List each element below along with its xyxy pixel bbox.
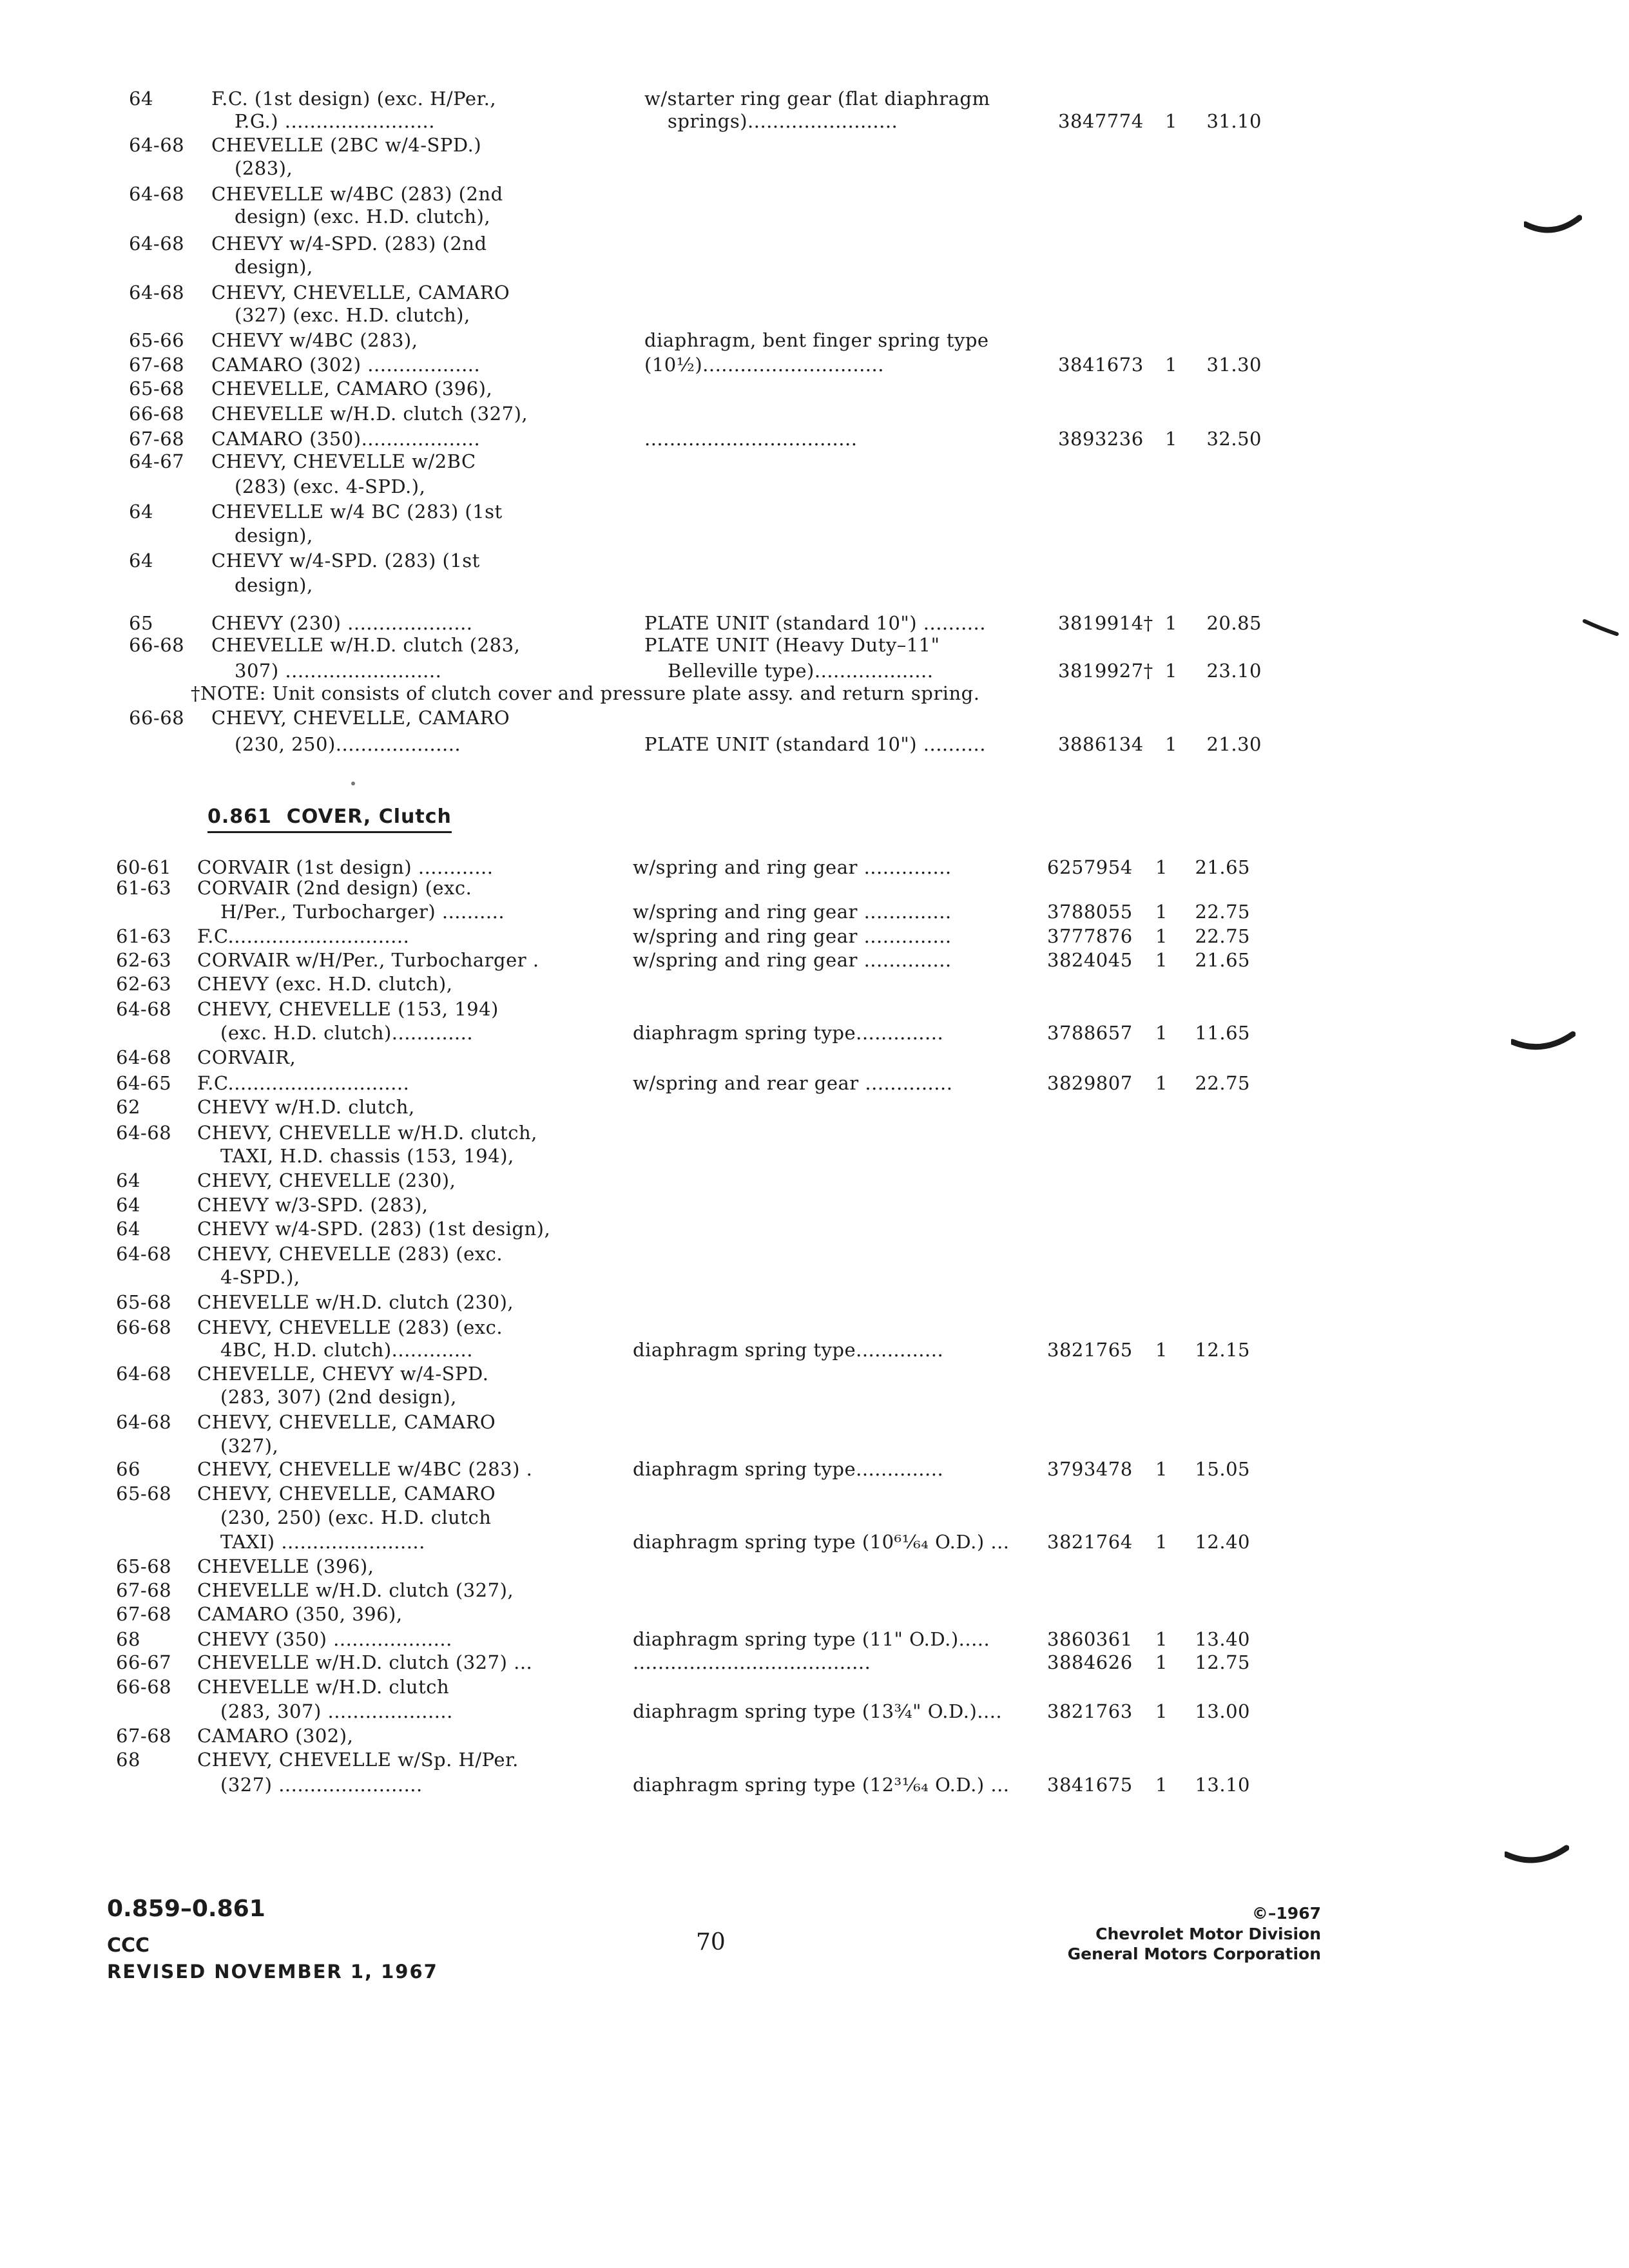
model-year: 64	[129, 88, 153, 110]
model-year: 64	[116, 1218, 140, 1240]
model-year: 61-63	[116, 877, 172, 899]
price: 31.10	[1206, 110, 1262, 132]
price: 13.40	[1195, 1628, 1250, 1650]
application-desc: CHEVELLE (2BC w/4-SPD.)	[211, 134, 482, 156]
part-description: diaphragm spring type..............	[633, 1458, 944, 1480]
section-title: COVER, Clutch	[286, 805, 452, 828]
quantity: 1	[1155, 1531, 1168, 1553]
application-desc: design),	[235, 256, 313, 278]
application-desc: CHEVY, CHEVELLE w/Sp. H/Per.	[197, 1749, 519, 1771]
quantity: 1	[1165, 733, 1177, 755]
application-desc: CHEVY (350) ...................	[197, 1628, 452, 1650]
margin-mark	[1505, 1843, 1569, 1869]
quantity: 1	[1155, 856, 1168, 878]
price: 22.75	[1195, 925, 1250, 947]
footer-copyright: ©–1967	[1251, 1904, 1321, 1923]
application-desc: CHEVY w/H.D. clutch,	[197, 1096, 415, 1118]
application-desc: (327),	[220, 1435, 279, 1457]
application-desc: CHEVY, CHEVELLE, CAMARO	[211, 707, 510, 729]
application-desc: CHEVY, CHEVELLE w/2BC	[211, 450, 476, 472]
model-year: 64-65	[116, 1072, 172, 1094]
application-desc: design),	[235, 524, 313, 546]
part-description: diaphragm spring type (12³¹⁄₆₄ O.D.) ...	[633, 1774, 1010, 1796]
part-description: PLATE UNIT (Heavy Duty–11"	[644, 634, 940, 656]
margin-mark	[1511, 1029, 1576, 1055]
page-number: 70	[696, 1929, 726, 1956]
part-description: springs)........................	[668, 110, 898, 132]
price: 21.65	[1195, 949, 1250, 971]
part-description: ......................................	[633, 1651, 871, 1673]
model-year: 67-68	[129, 428, 185, 450]
application-desc: CHEVY, CHEVELLE (153, 194)	[197, 998, 499, 1020]
price: 22.75	[1195, 1072, 1250, 1094]
stray-mark	[349, 780, 357, 787]
model-year: 60-61	[116, 856, 172, 878]
price: 13.00	[1195, 1700, 1250, 1722]
part-number: 3847774	[1058, 110, 1144, 132]
part-description: ..................................	[644, 428, 858, 450]
price: 13.10	[1195, 1774, 1250, 1796]
application-desc: CHEVELLE (396),	[197, 1555, 374, 1577]
part-description: diaphragm, bent finger spring type	[644, 329, 989, 351]
model-year: 64-68	[129, 134, 185, 156]
model-year: 65-68	[116, 1555, 172, 1577]
part-number: 3884626	[1047, 1651, 1133, 1673]
price: 23.10	[1206, 660, 1262, 682]
quantity: 1	[1155, 1628, 1168, 1650]
model-year: 65-66	[129, 329, 185, 351]
application-desc: CHEVELLE w/H.D. clutch (327) ...	[197, 1651, 533, 1673]
application-desc: F.C. (1st design) (exc. H/Per.,	[211, 88, 497, 110]
part-description: w/spring and ring gear ..............	[633, 925, 952, 947]
price: 12.15	[1195, 1339, 1250, 1361]
margin-mark	[1524, 213, 1582, 238]
model-year: 66-68	[129, 707, 185, 729]
part-number: 3829807	[1047, 1072, 1133, 1094]
application-desc: (283, 307) (2nd design),	[220, 1386, 457, 1408]
model-year: 62-63	[116, 973, 172, 995]
footer-revised-date: REVISED NOVEMBER 1, 1967	[107, 1961, 438, 1983]
part-number: 3841673	[1058, 354, 1144, 376]
application-desc: CHEVY w/4-SPD. (283) (2nd	[211, 233, 487, 255]
application-desc: CHEVY, CHEVELLE, CAMARO	[211, 282, 510, 303]
model-year: 62	[116, 1096, 140, 1118]
price: 21.30	[1206, 733, 1262, 755]
application-desc: (230, 250)....................	[235, 733, 461, 755]
price: 12.40	[1195, 1531, 1250, 1553]
application-desc: CHEVY, CHEVELLE (283) (exc.	[197, 1316, 503, 1338]
application-desc: P.G.) ........................	[235, 110, 435, 132]
section-heading	[207, 804, 452, 833]
application-desc: CHEVELLE w/H.D. clutch (283,	[211, 634, 521, 656]
part-description: PLATE UNIT (standard 10") ..........	[644, 733, 986, 755]
model-year: 64	[116, 1194, 140, 1216]
application-desc: CHEVY, CHEVELLE (230),	[197, 1169, 456, 1191]
part-number: 3819927†	[1058, 660, 1153, 682]
footnote: †NOTE: Unit consists of clutch cover and pressure plate assy. and return spring.	[191, 682, 980, 704]
part-description: diaphragm spring type..............	[633, 1022, 944, 1044]
application-desc: TAXI) .......................	[220, 1531, 425, 1553]
application-desc: CORVAIR (1st design) ............	[197, 856, 494, 878]
application-desc: CORVAIR (2nd design) (exc.	[197, 877, 472, 899]
application-desc: H/Per., Turbocharger) ..........	[220, 901, 505, 923]
quantity: 1	[1155, 1651, 1168, 1673]
price: 21.65	[1195, 856, 1250, 878]
application-desc: CAMARO (350, 396),	[197, 1603, 403, 1625]
part-description: w/spring and ring gear ..............	[633, 901, 952, 923]
part-description: w/spring and ring gear ..............	[633, 949, 952, 971]
margin-mark	[1582, 617, 1621, 639]
part-number: 3886134	[1058, 733, 1144, 755]
part-number: 3793478	[1047, 1458, 1133, 1480]
price: 12.75	[1195, 1651, 1250, 1673]
model-year: 68	[116, 1628, 140, 1650]
application-desc: CHEVELLE, CHEVY w/4-SPD.	[197, 1363, 489, 1385]
application-desc: CHEVELLE w/H.D. clutch (327),	[211, 403, 528, 425]
model-year: 66-68	[116, 1316, 172, 1338]
quantity: 1	[1165, 110, 1177, 132]
quantity: 1	[1155, 1458, 1168, 1480]
quantity: 1	[1155, 949, 1168, 971]
application-desc: CHEVY, CHEVELLE, CAMARO	[197, 1411, 496, 1433]
application-desc: CHEVELLE w/H.D. clutch (327),	[197, 1579, 514, 1601]
application-desc: (283) (exc. 4-SPD.),	[235, 476, 426, 497]
part-number: 3841675	[1047, 1774, 1133, 1796]
model-year: 64	[129, 550, 153, 572]
quantity: 1	[1155, 1339, 1168, 1361]
price: 15.05	[1195, 1458, 1250, 1480]
model-year: 65-68	[116, 1483, 172, 1504]
model-year: 66-68	[116, 1676, 172, 1698]
part-description: Belleville type)...................	[668, 660, 934, 682]
model-year: 64-68	[116, 1411, 172, 1433]
part-description: diaphragm spring type (13¾" O.D.)....	[633, 1700, 1003, 1722]
model-year: 61-63	[116, 925, 172, 947]
application-desc: design) (exc. H.D. clutch),	[235, 206, 491, 227]
price: 11.65	[1195, 1022, 1250, 1044]
model-year: 64-68	[116, 1122, 172, 1144]
model-year: 65-68	[129, 378, 185, 399]
application-desc: (327) .......................	[220, 1774, 423, 1796]
quantity: 1	[1155, 925, 1168, 947]
part-description: w/starter ring gear (flat diaphragm	[644, 88, 990, 110]
model-year: 64-68	[116, 998, 172, 1020]
price: 20.85	[1206, 612, 1262, 634]
model-year: 67-68	[116, 1725, 172, 1747]
quantity: 1	[1155, 1022, 1168, 1044]
part-description: diaphragm spring type (10⁶¹⁄₆₄ O.D.) ...	[633, 1531, 1010, 1553]
footer-division: Chevrolet Motor Division	[1095, 1925, 1321, 1943]
application-desc: CHEVELLE w/4 BC (283) (1st	[211, 501, 503, 523]
part-description: w/spring and rear gear ..............	[633, 1072, 953, 1094]
quantity: 1	[1155, 1700, 1168, 1722]
model-year: 67-68	[116, 1579, 172, 1601]
model-year: 66-68	[129, 634, 185, 656]
application-desc: CHEVY, CHEVELLE w/H.D. clutch,	[197, 1122, 537, 1144]
model-year: 67-68	[116, 1603, 172, 1625]
application-desc: (exc. H.D. clutch).............	[220, 1022, 474, 1044]
part-description: (10½).............................	[644, 354, 884, 376]
model-year: 68	[116, 1749, 140, 1771]
model-year: 66-68	[129, 403, 185, 425]
part-number: 3821764	[1047, 1531, 1133, 1553]
model-year: 64-68	[116, 1046, 172, 1068]
application-desc: CAMARO (350)...................	[211, 428, 481, 450]
quantity: 1	[1155, 1774, 1168, 1796]
section-number: 0.861	[207, 805, 272, 828]
application-desc: F.C.............................	[197, 925, 410, 947]
part-number: 6257954	[1047, 856, 1133, 878]
application-desc: CHEVY w/4-SPD. (283) (1st	[211, 550, 480, 572]
application-desc: CHEVELLE w/H.D. clutch	[197, 1676, 450, 1698]
part-description: diaphragm spring type (11" O.D.).....	[633, 1628, 990, 1650]
application-desc: CAMARO (302) ..................	[211, 354, 481, 376]
model-year: 64	[116, 1169, 140, 1191]
price: 32.50	[1206, 428, 1262, 450]
part-number: 3860361	[1047, 1628, 1133, 1650]
application-desc: TAXI, H.D. chassis (153, 194),	[220, 1145, 514, 1167]
application-desc: CHEVY (exc. H.D. clutch),	[197, 973, 453, 995]
application-desc: 307) .........................	[235, 660, 442, 682]
part-number: 3893236	[1058, 428, 1144, 450]
model-year: 66-67	[116, 1651, 172, 1673]
application-desc: 4BC, H.D. clutch).............	[220, 1339, 473, 1361]
model-year: 62-63	[116, 949, 172, 971]
footer-code: CCC	[107, 1934, 150, 1957]
part-number: 3821765	[1047, 1339, 1133, 1361]
application-desc: F.C.............................	[197, 1072, 410, 1094]
application-desc: CHEVY w/4BC (283),	[211, 329, 418, 351]
model-year: 64-68	[116, 1363, 172, 1385]
model-year: 64-67	[129, 450, 185, 472]
part-number: 3821763	[1047, 1700, 1133, 1722]
application-desc: (230, 250) (exc. H.D. clutch	[220, 1506, 492, 1528]
application-desc: (283, 307) ....................	[220, 1700, 453, 1722]
application-desc: design),	[235, 574, 313, 596]
application-desc: CHEVY, CHEVELLE, CAMARO	[197, 1483, 496, 1504]
part-number: 3788055	[1047, 901, 1133, 923]
model-year: 65-68	[116, 1291, 172, 1313]
part-number: 3824045	[1047, 949, 1133, 971]
application-desc: CAMARO (302),	[197, 1725, 354, 1747]
model-year: 65	[129, 612, 153, 634]
footer-section-range: 0.859–0.861	[107, 1896, 265, 1922]
model-year: 64-68	[129, 282, 185, 303]
application-desc: CHEVELLE w/H.D. clutch (230),	[197, 1291, 514, 1313]
quantity: 1	[1165, 660, 1177, 682]
application-desc: CORVAIR,	[197, 1046, 296, 1068]
part-number: 3777876	[1047, 925, 1133, 947]
model-year: 64	[129, 501, 153, 523]
application-desc: CHEVELLE, CAMARO (396),	[211, 378, 493, 399]
part-description: PLATE UNIT (standard 10") ..........	[644, 612, 986, 634]
model-year: 66	[116, 1458, 140, 1480]
application-desc: CHEVY, CHEVELLE w/4BC (283) .	[197, 1458, 533, 1480]
model-year: 64-68	[129, 233, 185, 255]
price: 22.75	[1195, 901, 1250, 923]
quantity: 1	[1155, 901, 1168, 923]
part-description: diaphragm spring type..............	[633, 1339, 944, 1361]
application-desc: CHEVELLE w/4BC (283) (2nd	[211, 183, 503, 205]
part-number: 3788657	[1047, 1022, 1133, 1044]
application-desc: (283),	[235, 157, 293, 179]
quantity: 1	[1165, 612, 1177, 634]
application-desc: CHEVY (230) ....................	[211, 612, 473, 634]
application-desc: 4-SPD.),	[220, 1266, 300, 1288]
model-year: 67-68	[129, 354, 185, 376]
application-desc: CHEVY, CHEVELLE (283) (exc.	[197, 1243, 503, 1265]
footer-corporation: General Motors Corporation	[1067, 1945, 1321, 1963]
application-desc: CHEVY w/4-SPD. (283) (1st design),	[197, 1218, 551, 1240]
quantity: 1	[1165, 428, 1177, 450]
application-desc: CORVAIR w/H/Per., Turbocharger .	[197, 949, 539, 971]
model-year: 64-68	[116, 1243, 172, 1265]
part-description: w/spring and ring gear ..............	[633, 856, 952, 878]
quantity: 1	[1155, 1072, 1168, 1094]
part-number: 3819914†	[1058, 612, 1153, 634]
application-desc: CHEVY w/3-SPD. (283),	[197, 1194, 429, 1216]
price: 31.30	[1206, 354, 1262, 376]
quantity: 1	[1165, 354, 1177, 376]
model-year: 64-68	[129, 183, 185, 205]
application-desc: (327) (exc. H.D. clutch),	[235, 304, 470, 326]
